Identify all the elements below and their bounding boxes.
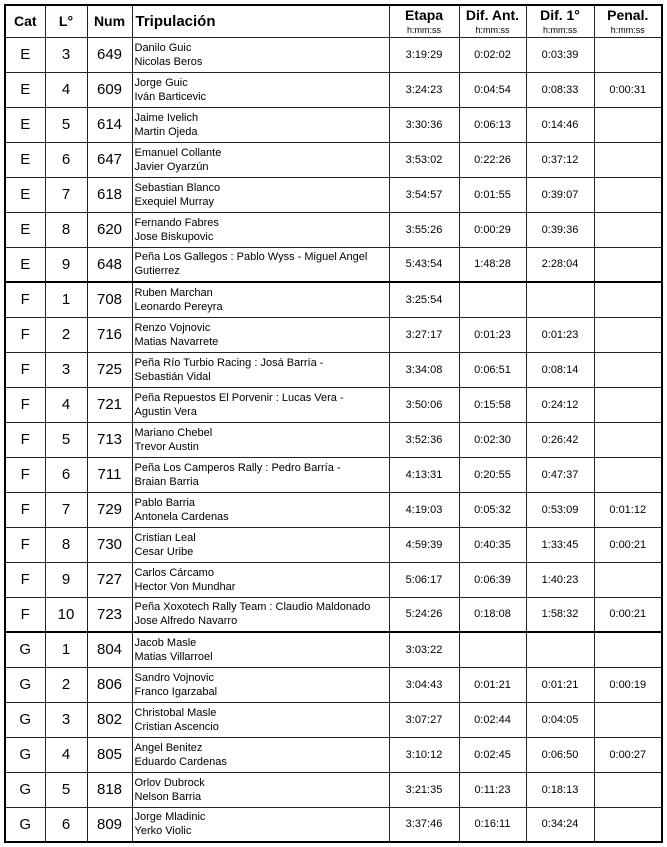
crew-cell: [132, 282, 389, 317]
penalty-cell: [594, 177, 662, 212]
stage-time-cell: 3:07:27: [389, 702, 459, 737]
codriver-name: Matias Villarroel: [134, 650, 213, 663]
position-cell: 9: [45, 562, 87, 597]
stage-time-cell: 3:34:08: [389, 352, 459, 387]
table-row: [5, 352, 662, 387]
codriver-name: Sebastián Vidal: [134, 370, 211, 383]
table-row: [5, 702, 662, 737]
number-cell: 620: [87, 212, 132, 247]
driver-name: Cristian Leal: [134, 531, 196, 544]
driver-name: Mariano Chebel: [134, 426, 213, 439]
stage-time-cell: 3:50:06: [389, 387, 459, 422]
codriver-name: Antonela Cardenas: [134, 510, 229, 523]
table-row: [5, 247, 662, 282]
table-row: [5, 492, 662, 527]
header-diff-first-label: Dif. 1°: [540, 7, 580, 24]
number-cell: 614: [87, 107, 132, 142]
penalty-cell: [594, 387, 662, 422]
category-cell: G: [5, 632, 45, 667]
diff-first-cell: 0:37:12: [526, 142, 594, 177]
header-diff-first-unit: h:mm:ss: [542, 25, 577, 36]
number-cell: 727: [87, 562, 132, 597]
stage-time-cell: 5:43:54: [389, 247, 459, 282]
codriver-name: Javier Oyarzún: [134, 160, 209, 173]
stage-time-cell: 3:37:46: [389, 807, 459, 842]
penalty-cell: [594, 37, 662, 72]
diff-prev-cell: 0:02:44: [459, 702, 526, 737]
number-cell: 721: [87, 387, 132, 422]
position-cell: 6: [45, 457, 87, 492]
table-row: [5, 317, 662, 352]
diff-prev-cell: 0:04:54: [459, 72, 526, 107]
table-row: [5, 807, 662, 842]
codriver-name: Gutierrez: [134, 265, 180, 278]
category-cell: F: [5, 492, 45, 527]
driver-name: Jorge Mladinic: [134, 811, 206, 824]
crew-cell: [132, 317, 389, 352]
category-cell: F: [5, 387, 45, 422]
driver-name: Fernando Fabres: [134, 216, 219, 229]
category-cell: G: [5, 667, 45, 702]
penalty-cell: [594, 282, 662, 317]
diff-prev-cell: 1:48:28: [459, 247, 526, 282]
stage-time-cell: 3:30:36: [389, 107, 459, 142]
diff-prev-cell: 0:02:30: [459, 422, 526, 457]
driver-name: Orlov Dubrock: [134, 776, 205, 789]
penalty-cell: [594, 807, 662, 842]
crew-cell: [132, 422, 389, 457]
category-cell: G: [5, 702, 45, 737]
driver-name: Jaime Ivelich: [134, 111, 199, 124]
header-position: L°: [45, 5, 87, 37]
diff-first-cell: 0:03:39: [526, 37, 594, 72]
table-row: [5, 142, 662, 177]
number-cell: 609: [87, 72, 132, 107]
header-stage: [389, 5, 459, 37]
diff-prev-cell: 0:00:29: [459, 212, 526, 247]
penalty-cell: [594, 632, 662, 667]
stage-time-cell: 3:21:35: [389, 772, 459, 807]
stage-time-cell: 3:25:54: [389, 282, 459, 317]
diff-first-cell: 0:39:36: [526, 212, 594, 247]
table-body: [5, 37, 662, 842]
number-cell: 648: [87, 247, 132, 282]
crew-cell: [132, 527, 389, 562]
header-stage-unit: h:mm:ss: [406, 25, 441, 36]
position-cell: 4: [45, 387, 87, 422]
driver-name: Pablo Barria: [134, 496, 196, 509]
category-cell: F: [5, 457, 45, 492]
driver-name: Ruben Marchan: [134, 286, 213, 299]
codriver-name: Eduardo Cardenas: [134, 755, 227, 768]
stage-time-cell: 3:27:17: [389, 317, 459, 352]
driver-name: Peña Repuestos El Porvenir : Lucas Vera -: [134, 391, 344, 404]
crew-cell: [132, 457, 389, 492]
driver-name: Danilo Guic: [134, 41, 192, 54]
category-cell: G: [5, 772, 45, 807]
table-row: [5, 107, 662, 142]
crew-cell: [132, 352, 389, 387]
stage-time-cell: 4:13:31: [389, 457, 459, 492]
stage-time-cell: 3:04:43: [389, 667, 459, 702]
driver-name: Peña Los Gallegos : Pablo Wyss - Miguel Angel: [134, 251, 368, 264]
position-cell: 8: [45, 212, 87, 247]
header-penalty: [594, 5, 662, 37]
codriver-name: Cesar Uribe: [134, 545, 194, 558]
stage-time-cell: 3:55:26: [389, 212, 459, 247]
penalty-cell: 0:00:21: [594, 527, 662, 562]
stage-time-cell: 3:19:29: [389, 37, 459, 72]
diff-prev-cell: 0:11:23: [459, 772, 526, 807]
penalty-cell: [594, 142, 662, 177]
diff-prev-cell: 0:16:11: [459, 807, 526, 842]
crew-cell: [132, 492, 389, 527]
penalty-cell: [594, 702, 662, 737]
driver-name: Emanuel Collante: [134, 146, 222, 159]
codriver-name: Franco Igarzabal: [134, 685, 218, 698]
table-row: [5, 177, 662, 212]
codriver-name: Jose Alfredo Navarro: [134, 615, 238, 628]
codriver-name: Hector Von Mundhar: [134, 580, 236, 593]
position-cell: 5: [45, 772, 87, 807]
stage-time-cell: 3:54:57: [389, 177, 459, 212]
number-cell: 809: [87, 807, 132, 842]
crew-cell: [132, 142, 389, 177]
penalty-cell: [594, 422, 662, 457]
driver-name: Peña Los Camperos Rally : Pedro Barría -: [134, 461, 341, 474]
number-cell: 716: [87, 317, 132, 352]
diff-first-cell: 0:01:21: [526, 667, 594, 702]
crew-cell: [132, 72, 389, 107]
position-cell: 7: [45, 177, 87, 212]
driver-name: Jorge Guic: [134, 76, 188, 89]
category-cell: F: [5, 352, 45, 387]
diff-first-cell: 0:08:14: [526, 352, 594, 387]
table-row: [5, 387, 662, 422]
stage-time-cell: 3:03:22: [389, 632, 459, 667]
penalty-cell: 0:01:12: [594, 492, 662, 527]
diff-prev-cell: 0:18:08: [459, 597, 526, 632]
crew-cell: [132, 177, 389, 212]
driver-name: Sandro Vojnovic: [134, 671, 214, 684]
position-cell: 5: [45, 422, 87, 457]
number-cell: 730: [87, 527, 132, 562]
table-row: [5, 212, 662, 247]
diff-first-cell: 0:24:12: [526, 387, 594, 422]
table-row: [5, 667, 662, 702]
crew-cell: [132, 772, 389, 807]
position-cell: 6: [45, 142, 87, 177]
number-cell: 806: [87, 667, 132, 702]
header-penalty-unit: h:mm:ss: [610, 25, 645, 36]
number-cell: 804: [87, 632, 132, 667]
diff-first-cell: [526, 282, 594, 317]
driver-name: Peña Río Turbio Racing : Josá Barría -: [134, 356, 324, 369]
header-crew: Tripulación: [132, 5, 389, 37]
category-cell: E: [5, 177, 45, 212]
crew-cell: [132, 212, 389, 247]
number-cell: 711: [87, 457, 132, 492]
position-cell: 6: [45, 807, 87, 842]
position-cell: 4: [45, 72, 87, 107]
category-cell: E: [5, 107, 45, 142]
table-row: [5, 37, 662, 72]
table-row: [5, 737, 662, 772]
driver-name: Angel Benitez: [134, 741, 203, 754]
diff-first-cell: 0:18:13: [526, 772, 594, 807]
diff-first-cell: 1:58:32: [526, 597, 594, 632]
diff-prev-cell: 0:15:58: [459, 387, 526, 422]
table-row: [5, 772, 662, 807]
table-row: [5, 632, 662, 667]
position-cell: 2: [45, 667, 87, 702]
diff-prev-cell: 0:06:13: [459, 107, 526, 142]
category-cell: E: [5, 37, 45, 72]
header-diff-prev-unit: h:mm:ss: [475, 25, 510, 36]
crew-cell: [132, 247, 389, 282]
table-row: [5, 282, 662, 317]
category-cell: G: [5, 737, 45, 772]
diff-first-cell: 0:47:37: [526, 457, 594, 492]
category-cell: F: [5, 597, 45, 632]
number-cell: 647: [87, 142, 132, 177]
diff-first-cell: [526, 632, 594, 667]
position-cell: 9: [45, 247, 87, 282]
position-cell: 1: [45, 282, 87, 317]
number-cell: 802: [87, 702, 132, 737]
codriver-name: Iván Barticevic: [134, 90, 207, 103]
number-cell: 713: [87, 422, 132, 457]
codriver-name: Yerko Violic: [134, 825, 192, 838]
diff-prev-cell: 0:02:45: [459, 737, 526, 772]
number-cell: 708: [87, 282, 132, 317]
position-cell: 3: [45, 702, 87, 737]
diff-first-cell: 0:53:09: [526, 492, 594, 527]
diff-prev-cell: [459, 282, 526, 317]
header-diff-prev-label: Dif. Ant.: [465, 7, 520, 24]
crew-cell: [132, 107, 389, 142]
codriver-name: Matias Navarrete: [134, 335, 219, 348]
penalty-cell: [594, 317, 662, 352]
category-cell: F: [5, 282, 45, 317]
category-cell: E: [5, 247, 45, 282]
category-cell: G: [5, 807, 45, 842]
driver-name: Renzo Vojnovic: [134, 321, 211, 334]
penalty-cell: [594, 212, 662, 247]
codriver-name: Nelson Barria: [134, 790, 202, 803]
category-cell: F: [5, 562, 45, 597]
category-cell: E: [5, 212, 45, 247]
number-cell: 818: [87, 772, 132, 807]
number-cell: 649: [87, 37, 132, 72]
codriver-name: Leonardo Pereyra: [134, 300, 223, 313]
stage-time-cell: 3:53:02: [389, 142, 459, 177]
position-cell: 3: [45, 352, 87, 387]
crew-cell: [132, 597, 389, 632]
number-cell: 725: [87, 352, 132, 387]
diff-prev-cell: 0:22:26: [459, 142, 526, 177]
stage-time-cell: 4:59:39: [389, 527, 459, 562]
header-diff-first: [526, 5, 594, 37]
penalty-cell: [594, 562, 662, 597]
driver-name: Jacob Masle: [134, 636, 197, 649]
crew-cell: [132, 387, 389, 422]
codriver-name: Nicolas Beros: [134, 55, 203, 68]
diff-prev-cell: [459, 632, 526, 667]
diff-prev-cell: 0:05:32: [459, 492, 526, 527]
position-cell: 2: [45, 317, 87, 352]
results-table: [4, 4, 663, 843]
crew-cell: [132, 737, 389, 772]
penalty-cell: [594, 457, 662, 492]
category-cell: F: [5, 317, 45, 352]
diff-prev-cell: 0:01:21: [459, 667, 526, 702]
diff-first-cell: 0:34:24: [526, 807, 594, 842]
penalty-cell: 0:00:21: [594, 597, 662, 632]
codriver-name: Agustin Vera: [134, 405, 197, 418]
penalty-cell: [594, 107, 662, 142]
table-header: [5, 5, 662, 37]
number-cell: 729: [87, 492, 132, 527]
driver-name: Sebastian Blanco: [134, 181, 221, 194]
header-cat: Cat: [5, 5, 45, 37]
table-row: [5, 527, 662, 562]
diff-first-cell: 0:08:33: [526, 72, 594, 107]
position-cell: 10: [45, 597, 87, 632]
number-cell: 805: [87, 737, 132, 772]
driver-name: Peña Xoxotech Rally Team : Claudio Maldonado: [134, 601, 371, 614]
driver-name: Christobal Masle: [134, 706, 217, 719]
codriver-name: Jose Biskupovic: [134, 230, 214, 243]
category-cell: E: [5, 142, 45, 177]
position-cell: 5: [45, 107, 87, 142]
diff-prev-cell: 0:01:55: [459, 177, 526, 212]
diff-first-cell: 1:33:45: [526, 527, 594, 562]
crew-cell: [132, 632, 389, 667]
table-row: [5, 422, 662, 457]
category-cell: E: [5, 72, 45, 107]
codriver-name: Trevor Austin: [134, 440, 199, 453]
position-cell: 8: [45, 527, 87, 562]
table-row: [5, 457, 662, 492]
penalty-cell: [594, 352, 662, 387]
penalty-cell: 0:00:19: [594, 667, 662, 702]
codriver-name: Martin Ojeda: [134, 125, 198, 138]
header-number: Num: [87, 5, 132, 37]
stage-time-cell: 3:52:36: [389, 422, 459, 457]
diff-prev-cell: 0:06:51: [459, 352, 526, 387]
diff-first-cell: 0:14:46: [526, 107, 594, 142]
header-diff-prev: [459, 5, 526, 37]
header-stage-label: Etapa: [404, 7, 444, 24]
table-row: [5, 597, 662, 632]
category-cell: F: [5, 422, 45, 457]
diff-first-cell: 0:01:23: [526, 317, 594, 352]
number-cell: 723: [87, 597, 132, 632]
position-cell: 3: [45, 37, 87, 72]
penalty-cell: 0:00:31: [594, 72, 662, 107]
crew-cell: [132, 807, 389, 842]
position-cell: 7: [45, 492, 87, 527]
position-cell: 1: [45, 632, 87, 667]
stage-time-cell: 5:06:17: [389, 562, 459, 597]
codriver-name: Cristian Ascencio: [134, 720, 219, 733]
diff-prev-cell: 0:06:39: [459, 562, 526, 597]
stage-time-cell: 5:24:26: [389, 597, 459, 632]
diff-first-cell: 1:40:23: [526, 562, 594, 597]
crew-cell: [132, 702, 389, 737]
diff-first-cell: 0:06:50: [526, 737, 594, 772]
diff-first-cell: 0:04:05: [526, 702, 594, 737]
diff-prev-cell: 0:01:23: [459, 317, 526, 352]
stage-time-cell: 3:24:23: [389, 72, 459, 107]
codriver-name: Braian Barria: [134, 475, 199, 488]
penalty-cell: [594, 247, 662, 282]
crew-cell: [132, 37, 389, 72]
diff-first-cell: 2:28:04: [526, 247, 594, 282]
crew-cell: [132, 667, 389, 702]
category-cell: F: [5, 527, 45, 562]
position-cell: 4: [45, 737, 87, 772]
stage-time-cell: 3:10:12: [389, 737, 459, 772]
diff-first-cell: 0:26:42: [526, 422, 594, 457]
driver-name: Carlos Cárcamo: [134, 566, 214, 579]
table-row: [5, 72, 662, 107]
penalty-cell: [594, 772, 662, 807]
diff-prev-cell: 0:20:55: [459, 457, 526, 492]
crew-cell: [132, 562, 389, 597]
stage-time-cell: 4:19:03: [389, 492, 459, 527]
diff-prev-cell: 0:40:35: [459, 527, 526, 562]
diff-first-cell: 0:39:07: [526, 177, 594, 212]
diff-prev-cell: 0:02:02: [459, 37, 526, 72]
number-cell: 618: [87, 177, 132, 212]
codriver-name: Exequiel Murray: [134, 195, 214, 208]
table-row: [5, 562, 662, 597]
penalty-cell: 0:00:27: [594, 737, 662, 772]
header-penalty-label: Penal.: [607, 7, 649, 24]
